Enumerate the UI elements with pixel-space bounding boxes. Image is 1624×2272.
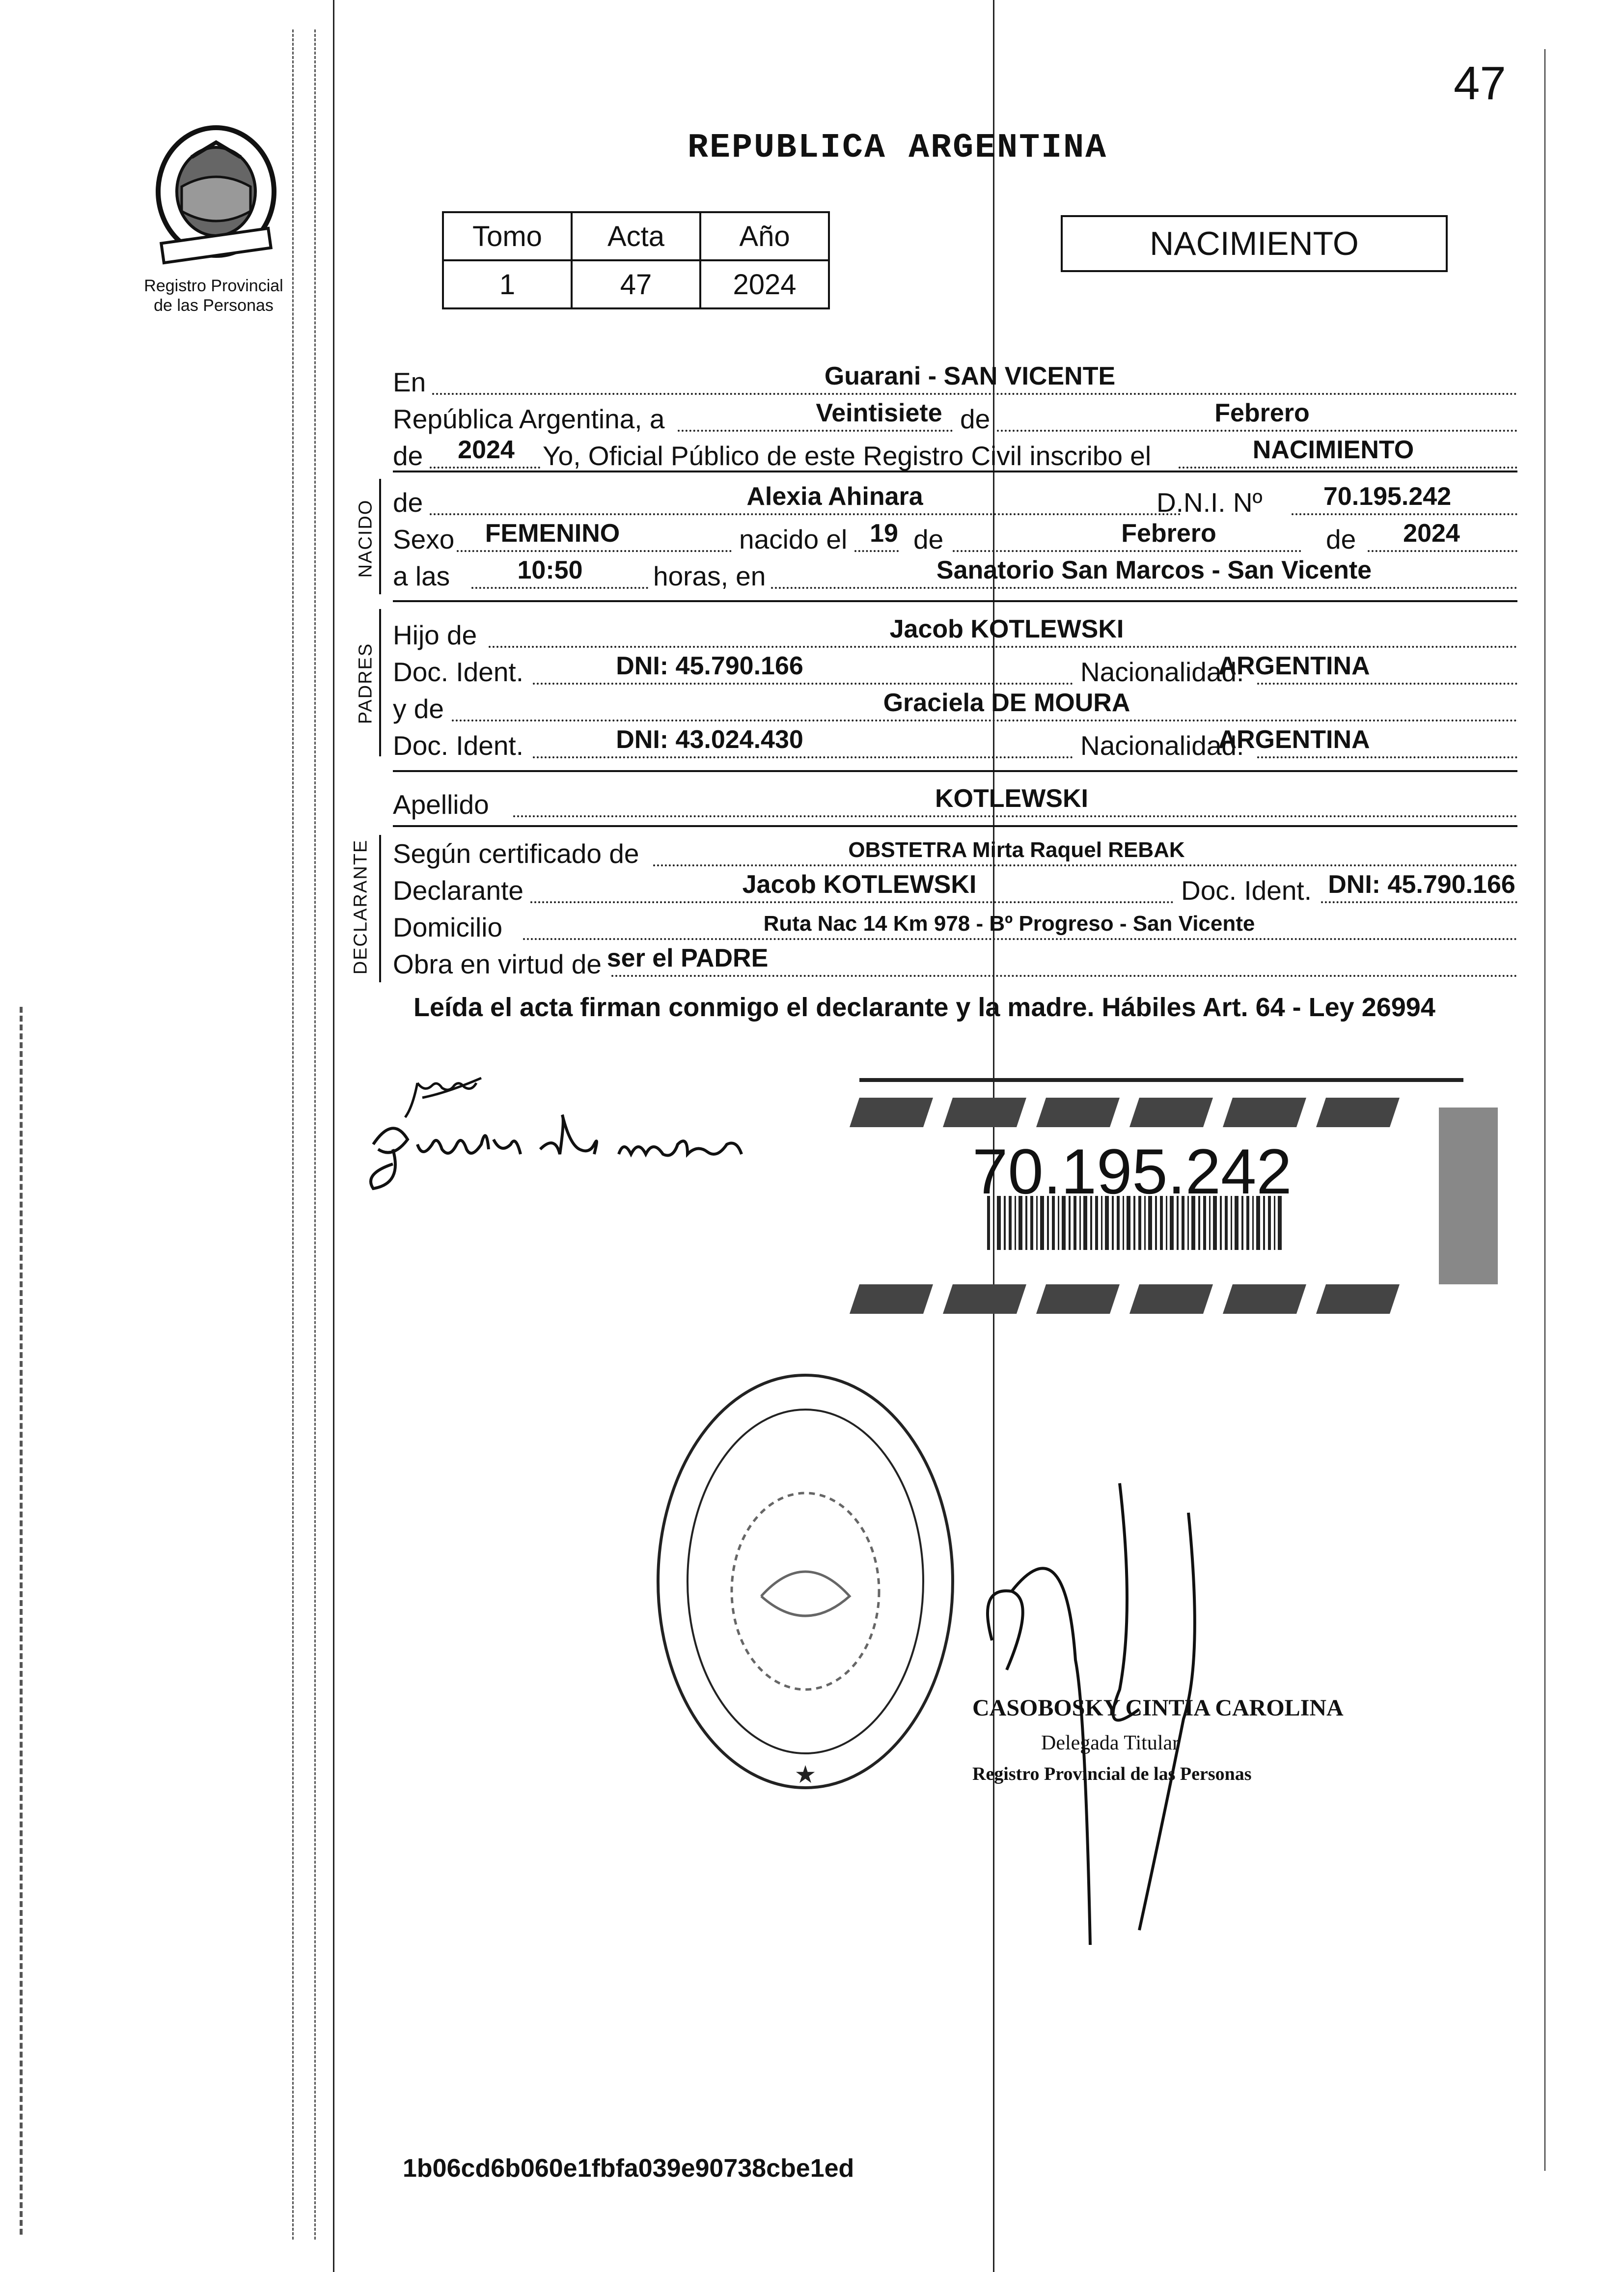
register-table — [442, 211, 830, 309]
value-certificado: OBSTETRA Mirta Raquel REBAK — [848, 838, 1185, 862]
section-padres: PADRES — [355, 642, 376, 724]
register-value-tomo: 1 — [443, 260, 572, 308]
label-father-nationality: Nacionalidad: — [1080, 657, 1244, 687]
value-birth-place: Sanatorio San Marcos - San Vicente — [936, 556, 1372, 584]
section-nacido: NACIDO — [355, 499, 376, 578]
label-apellido: Apellido — [393, 789, 489, 820]
value-birth-month: Febrero — [1121, 519, 1216, 548]
label-a-las: a las — [393, 561, 450, 591]
official-role: Delegada Titular — [1041, 1732, 1180, 1754]
row-apellido — [393, 786, 1517, 820]
value-month: Febrero — [1214, 399, 1310, 427]
svg-text:★: ★ — [794, 1760, 817, 1789]
document-title: REPUBLICA ARGENTINA — [688, 129, 1108, 167]
label-segun-certificado: Según certificado de — [393, 838, 639, 869]
row-year — [393, 437, 1517, 471]
label-sexo: Sexo — [393, 524, 455, 554]
value-sexo: FEMENINO — [485, 519, 620, 548]
padres-bracket — [379, 609, 381, 756]
value-child-dni: 70.195.242 — [1323, 482, 1452, 511]
province-seal-logo — [142, 113, 290, 265]
label-de-name: de — [393, 487, 423, 518]
mother-signature — [363, 1105, 746, 1196]
value-mother-name: Graciela DE MOURA — [883, 689, 1130, 717]
value-mother-doc: DNI: 43.024.430 — [616, 725, 803, 754]
row-obra — [393, 945, 1517, 980]
value-birth-day: 19 — [870, 519, 898, 548]
row-certificado — [393, 835, 1517, 869]
register-header-acta: Acta — [572, 212, 700, 260]
value-day: Veintisiete — [816, 399, 942, 427]
value-birth-time: 10:50 — [517, 556, 583, 584]
official-round-seal — [648, 1360, 963, 1805]
document-hash: 1b06cd6b060e1fbfa039e90738cbe1ed — [403, 2154, 854, 2183]
value-apellido: KOTLEWSKI — [935, 784, 1088, 813]
label-republica: República Argentina, a — [393, 404, 665, 434]
divider-padres — [393, 770, 1517, 772]
register-value-acta: 47 — [572, 260, 700, 308]
barcode-number: 70.195.242 — [972, 1136, 1292, 1207]
label-mother-nationality: Nacionalidad: — [1080, 730, 1244, 761]
label-y-de: y de — [393, 693, 444, 724]
label-domicilio: Domicilio — [393, 912, 503, 942]
official-name: CASOBOSKY CINTIA CAROLINA — [972, 1695, 1344, 1721]
label-hijo-de: Hijo de — [393, 620, 477, 650]
declarante-bracket — [379, 835, 381, 982]
label-mother-doc: Doc. Ident. — [393, 730, 523, 761]
row-domicilio — [393, 909, 1517, 943]
row-father-doc — [393, 653, 1517, 688]
row-nacido-time — [393, 557, 1517, 592]
value-father-nationality: ARGENTINA — [1218, 652, 1370, 680]
registry-name-line1: Registro Provincial — [144, 277, 283, 295]
register-header-tomo: Tomo — [443, 212, 572, 260]
value-child-name: Alexia Ahinara — [746, 482, 923, 511]
label-nacido-el: nacido el — [739, 524, 848, 554]
value-mother-nationality: ARGENTINA — [1218, 725, 1370, 754]
registry-name — [120, 276, 307, 315]
left-margin-line — [333, 0, 334, 2272]
divider-intro — [393, 471, 1517, 472]
register-header-ano: Año — [700, 212, 829, 260]
row-date — [393, 400, 1517, 435]
official-text: Yo, Oficial Público de este Registro Civil inscribo el — [543, 441, 1152, 471]
label-de-birth-month: de — [913, 524, 944, 554]
value-declarante-doc: DNI: 45.790.166 — [1328, 870, 1515, 899]
divider-apellido — [393, 825, 1517, 827]
divider-nacido — [393, 600, 1517, 602]
label-horas-en: horas, en — [653, 561, 766, 591]
row-nacido-sexo — [393, 521, 1517, 555]
value-domicilio: Ruta Nac 14 Km 978 - Bº Progreso - San Vicente — [763, 912, 1255, 936]
value-declarante: Jacob KOTLEWSKI — [742, 870, 977, 899]
value-event: NACIMIENTO — [1252, 436, 1414, 464]
label-father-doc: Doc. Ident. — [393, 657, 523, 687]
left-punch-dashes-2 — [314, 29, 316, 2240]
right-margin-line — [1544, 49, 1545, 2171]
value-locality: Guarani - SAN VICENTE — [824, 362, 1116, 390]
official-organization: Registro Provincial de las Personas — [972, 1764, 1252, 1784]
label-en: En — [393, 367, 426, 397]
value-obra: ser el PADRE — [606, 944, 769, 972]
row-nacido-name — [393, 484, 1517, 518]
left-punch-dashes — [292, 29, 294, 2240]
row-father — [393, 616, 1517, 651]
label-de-year: de — [393, 441, 423, 471]
page-number: 47 — [1454, 57, 1506, 110]
register-value-ano: 2024 — [700, 260, 829, 308]
value-year: 2024 — [458, 436, 515, 464]
row-mother — [393, 690, 1517, 724]
section-declarante: DECLARANTE — [350, 839, 371, 975]
nacido-bracket — [379, 479, 381, 594]
row-mother-doc — [393, 727, 1517, 761]
row-en — [393, 363, 1517, 398]
left-edge-dashes — [20, 1007, 23, 2235]
legal-text: Leída el acta firman conmigo el declarante y la madre. Hábiles Art. 64 - Ley 26994 — [413, 993, 1435, 1022]
label-declarante-doc: Doc. Ident. — [1181, 875, 1312, 906]
row-declarante — [393, 872, 1517, 906]
label-de-birth-year: de — [1326, 524, 1356, 554]
value-father-doc: DNI: 45.790.166 — [616, 652, 803, 680]
value-father-name: Jacob KOTLEWSKI — [889, 615, 1124, 643]
label-dni: D.N.I. Nº — [1156, 487, 1263, 518]
value-birth-year: 2024 — [1403, 519, 1460, 548]
record-type-box: NACIMIENTO — [1061, 215, 1448, 272]
label-obra: Obra en virtud de — [393, 949, 602, 979]
label-de: de — [960, 404, 991, 434]
label-declarante: Declarante — [393, 875, 523, 906]
registry-name-line2: de las Personas — [154, 296, 274, 315]
